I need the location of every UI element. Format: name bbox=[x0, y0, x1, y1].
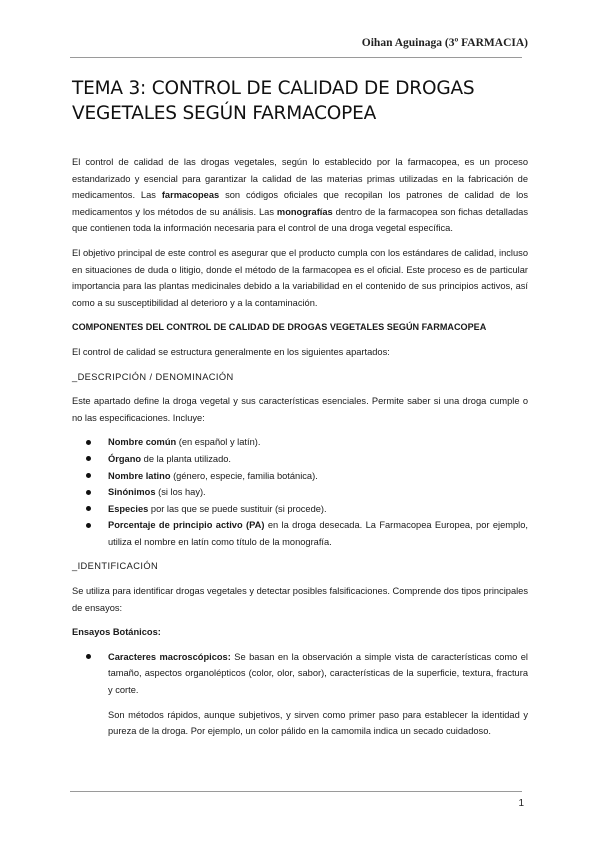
components-intro: El control de calidad se estructura generalmente en los siguientes apartados: bbox=[72, 346, 390, 357]
section-text-descripcion: Este apartado define la droga vegetal y sus características esenciales. Permite saber si una droga cumple o no las especificaciones. Incluye: bbox=[72, 396, 528, 423]
section-title-descripcion: _DESCRIPCIÓN / DENOMINACIÓN bbox=[72, 371, 234, 382]
list-item: Especies por las que se puede sustituir (si procede). bbox=[72, 501, 528, 518]
bullet-icon bbox=[86, 654, 91, 659]
bullet-icon bbox=[86, 473, 91, 478]
list-item: Nombre latino (género, especie, familia botánica). bbox=[72, 468, 528, 485]
bullet-icon bbox=[86, 456, 91, 461]
intro-paragraph-1 bbox=[72, 154, 528, 237]
list-item: Caracteres macroscópicos: Se basan en la observación a simple vista de características como el tamaño, aspectos organolépticos (color, olor, sabor), características de la superficie, textura, fractura y corte. bbox=[72, 649, 528, 699]
descripcion-list bbox=[72, 434, 528, 550]
bullet-icon bbox=[86, 523, 91, 528]
header-divider bbox=[70, 57, 522, 58]
bullet-icon bbox=[86, 440, 91, 445]
term-farmacopeas: farmacopeas bbox=[161, 190, 220, 201]
document-title: TEMA 3: CONTROL DE CALIDAD DE DROGAS VEGETALES SEGÚN FARMACOPEA bbox=[72, 78, 475, 124]
intro-paragraph-2: El objetivo principal de este control es asegurar que el producto cumpla con los estándares de calidad, incluso en situaciones de duda o litigio, donde el método de la farmacopea es el oficial. Este proceso es de particular importancia para las plantas medicinales debido a la variabilidad en el contenido de sus principios activos, así como a su susceptibilidad al deterioro y a la contaminación. bbox=[72, 247, 528, 308]
list-item: Porcentaje de principio activo (PA) en la droga desecada. La Farmacopea Europea, por ejemplo, utiliza el nombre en latín como título de la monografía. bbox=[72, 517, 528, 550]
intro-text: dentro de la farmacopea son fichas detalladas que contienen toda la información necesaria para el control de una droga vegetal específica. bbox=[72, 206, 528, 234]
subheading-ensayos-botanicos: Ensayos Botánicos: bbox=[72, 627, 161, 638]
intro-text: El control de calidad de las drogas vegetales, según lo establecido por la farmacopea, es un proceso estandarizado y esencial para garantizar la calidad de las materias primas utilizadas en la fabricación de medicamentos. Las bbox=[72, 157, 528, 201]
identificacion-followup: Son métodos rápidos, aunque subjetivos, y sirven como primer paso para establecer la identidad y pureza de la droga. Por ejemplo, un color pálido en la camomila indica un secado cuidadoso. bbox=[108, 709, 528, 737]
bullet-icon bbox=[86, 490, 91, 495]
page-number: 1 bbox=[518, 798, 524, 809]
section-text-identificacion: Se utiliza para identificar drogas vegetales y detectar posibles falsificaciones. Comprende dos tipos principales de ensayos: bbox=[72, 586, 528, 613]
components-heading: COMPONENTES DEL CONTROL DE CALIDAD DE DROGAS VEGETALES SEGÚN FARMACOPEA bbox=[72, 322, 487, 333]
footer-divider bbox=[70, 791, 522, 792]
list-item: Órgano de la planta utilizado. bbox=[72, 451, 528, 468]
section-title-identificacion: _IDENTIFICACIÓN bbox=[72, 561, 159, 572]
identificacion-list bbox=[72, 649, 528, 699]
list-item: Nombre común (en español y latín). bbox=[72, 434, 528, 451]
document-body bbox=[72, 154, 528, 740]
intro-text: son códigos oficiales que recopilan los patrones de calidad de los medicamentos y los métodos de su análisis. Las bbox=[72, 190, 528, 217]
list-item: Sinónimos (si los hay). bbox=[72, 484, 528, 501]
bullet-icon bbox=[86, 506, 91, 511]
term-monografias: monografías bbox=[276, 206, 333, 217]
page-header-author: Oihan Aguinaga (3º FARMACIA) bbox=[361, 37, 528, 49]
